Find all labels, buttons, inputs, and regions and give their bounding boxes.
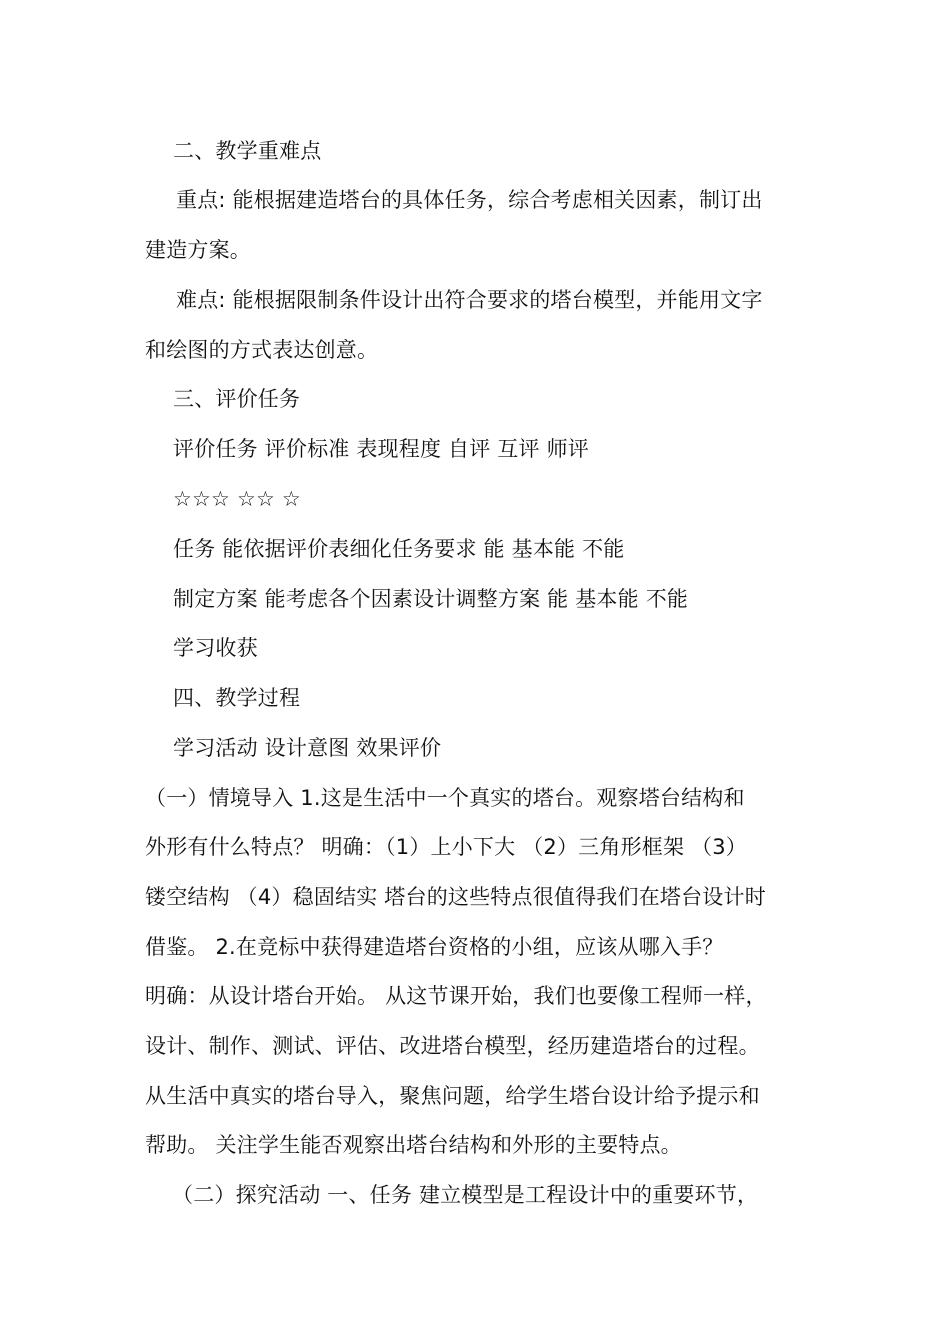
- section-heading-process: 四、教学过程: [173, 686, 301, 710]
- paragraph-intro-line: 设计、制作、测试、评估、改进塔台模型，经历建造塔台的过程。: [145, 1034, 760, 1058]
- evaluation-stars-row: ☆☆☆ ☆☆ ☆: [173, 487, 301, 511]
- paragraph-explore-line: （二）探究活动 一、任务 建立模型是工程设计中的重要环节，: [172, 1183, 759, 1207]
- paragraph-intro-line: 外形有什么特点？ 明确：（1）上小下大 （2）三角形框架 （3）: [145, 835, 748, 859]
- section-heading-key-difficult-points: 二、教学重难点: [173, 139, 322, 163]
- difficulty-text-continued: 和绘图的方式表达创意。: [145, 338, 379, 362]
- evaluation-row-task: 任务 能依据评价表细化任务要求 能 基本能 不能: [173, 537, 625, 561]
- paragraph-intro-line: 从生活中真实的塔台导入，聚焦问题，给学生塔台设计给予提示和: [145, 1084, 760, 1108]
- key-point-text-continued: 建造方案。: [145, 238, 251, 262]
- section-heading-evaluation: 三、评价任务: [173, 387, 301, 411]
- key-point-text: 重点: 能根据建造塔台的具体任务，综合考虑相关因素，制订出: [176, 188, 763, 212]
- paragraph-intro-line: 镂空结构 （4）稳固结实 塔台的这些特点很值得我们在塔台设计时: [145, 885, 766, 909]
- evaluation-header-row: 评价任务 评价标准 表现程度 自评 互评 师评: [173, 437, 589, 461]
- evaluation-row-plan: 制定方案 能考虑各个因素设计调整方案 能 基本能 不能: [173, 587, 689, 611]
- paragraph-intro-line: 明确：从设计塔台开始。 从这节课开始，我们也要像工程师一样，: [145, 984, 767, 1008]
- process-header-row: 学习活动 设计意图 效果评价: [173, 736, 442, 760]
- paragraph-intro-line: （一）情境导入 1.这是生活中一个真实的塔台。观察塔台结构和: [145, 786, 745, 810]
- paragraph-intro-line: 帮助。 关注学生能否观察出塔台结构和外形的主要特点。: [145, 1133, 682, 1157]
- evaluation-row-gain: 学习收获: [173, 636, 258, 660]
- difficulty-text: 难点: 能根据限制条件设计出符合要求的塔台模型，并能用文字: [176, 288, 763, 312]
- paragraph-intro-line: 借鉴。 2.在竞标中获得建造塔台资格的小组，应该从哪入手？: [145, 935, 724, 959]
